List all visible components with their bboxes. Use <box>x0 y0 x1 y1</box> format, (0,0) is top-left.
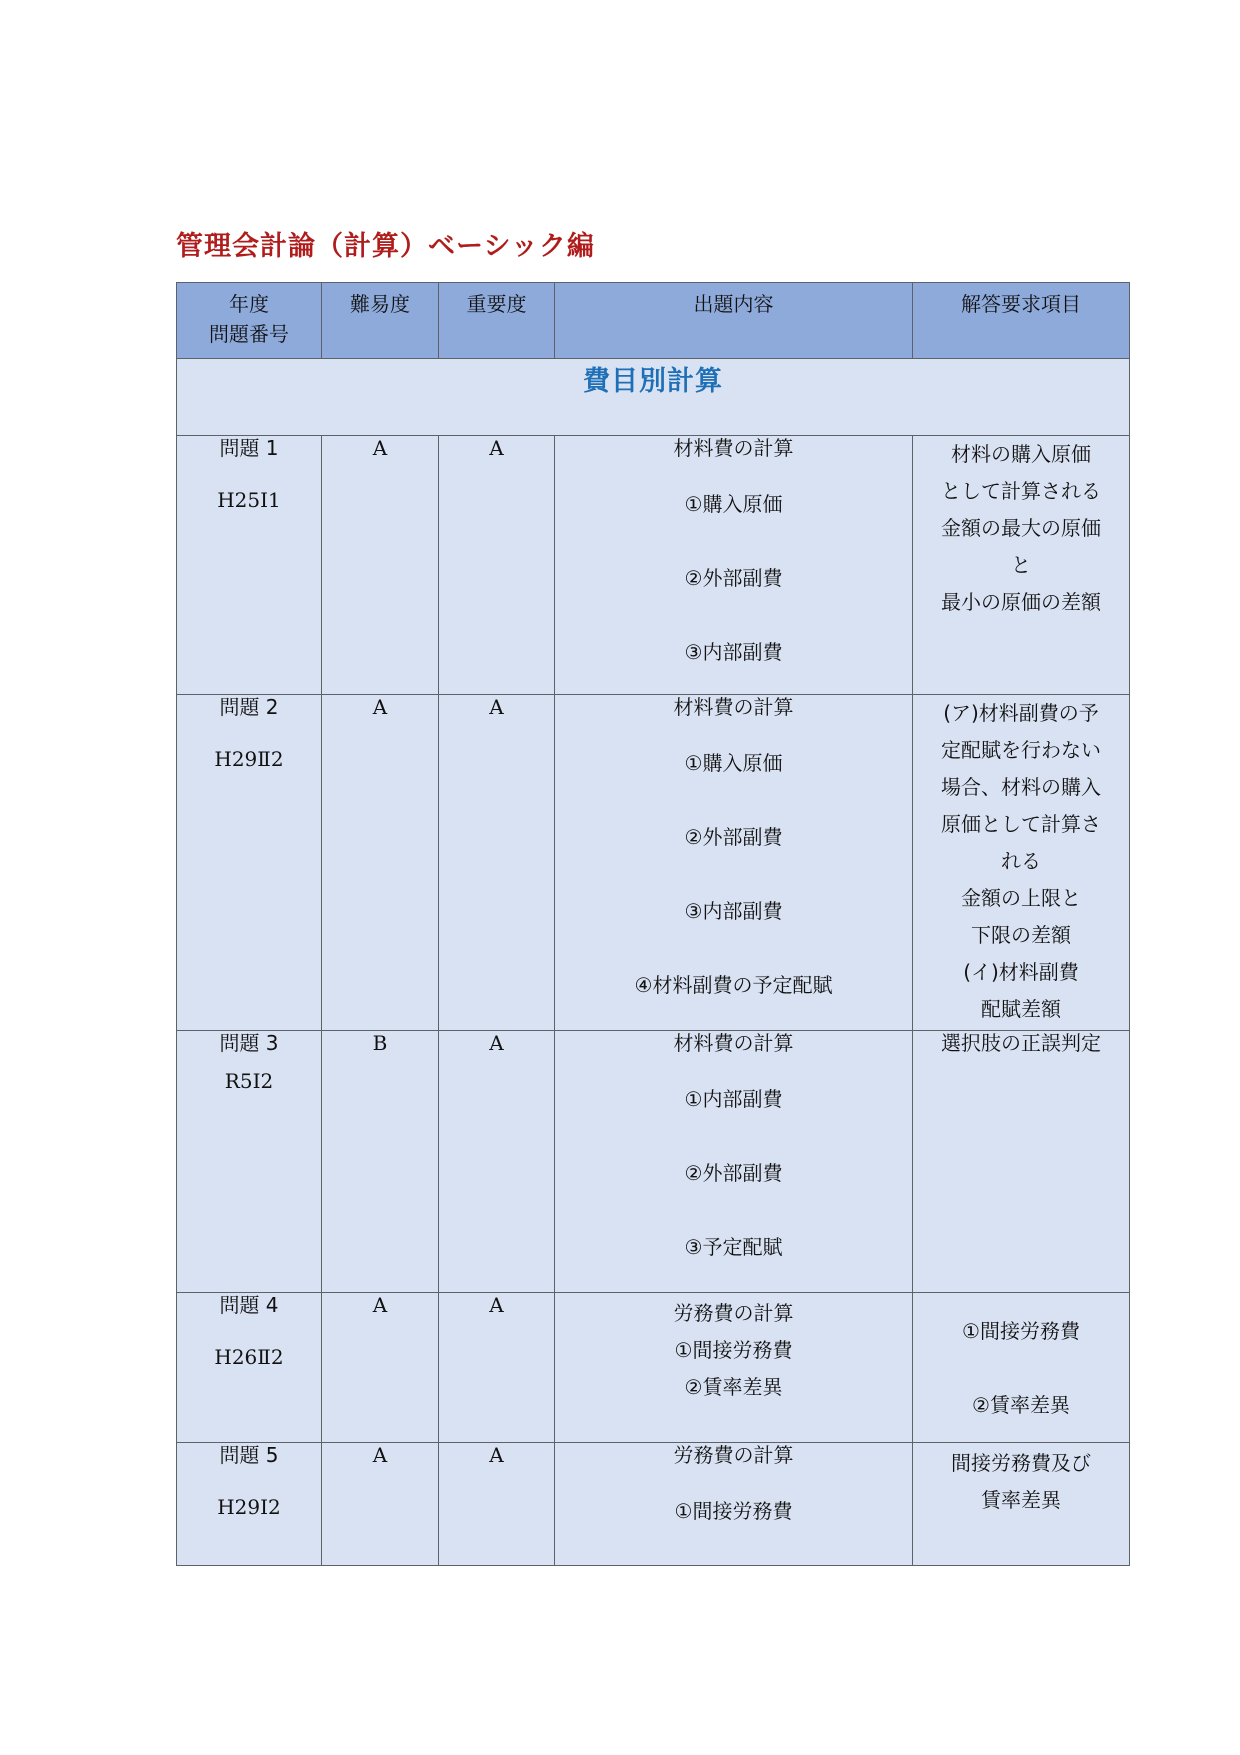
answer-cell: 選択肢の正誤判定 <box>913 1031 1130 1293</box>
answer-cell: ①間接労務費 ②賃率差異 <box>913 1293 1130 1443</box>
table-row <box>177 1293 1130 1443</box>
header-answer-items: 解答要求項目 <box>913 283 1130 359</box>
header-importance: 重要度 <box>439 283 555 359</box>
problem-cell: 問題 3 R5Ⅰ2 <box>177 1031 322 1293</box>
content-cell: 材料費の計算 ①購入原価 ②外部副費 ③内部副費 <box>555 436 913 695</box>
problem-cell: 問題 2 H29Ⅱ2 <box>177 695 322 1031</box>
header-content: 出題内容 <box>555 283 913 359</box>
problem-cell: 問題 5 H29Ⅰ2 <box>177 1443 322 1566</box>
answer-cell: 間接労務費及び 賃率差異 <box>913 1443 1130 1566</box>
table-header-row <box>177 283 1130 359</box>
content-cell: 材料費の計算 ①購入原価 ②外部副費 ③内部副費 ④材料副費の予定配賦 <box>555 695 913 1031</box>
content-cell: 労務費の計算 ①間接労務費 <box>555 1443 913 1566</box>
problem-cell: 問題 4 H26Ⅱ2 <box>177 1293 322 1443</box>
content-cell: 材料費の計算 ①内部副費 ②外部副費 ③予定配賦 <box>555 1031 913 1293</box>
table-row <box>177 1031 1130 1293</box>
importance-cell: A <box>439 1443 555 1566</box>
header-year-problem: 年度 問題番号 <box>177 283 322 359</box>
importance-cell: A <box>439 695 555 1031</box>
importance-cell: A <box>439 1031 555 1293</box>
importance-cell: A <box>439 1293 555 1443</box>
question-table <box>176 282 1130 1566</box>
section-row <box>177 359 1130 436</box>
table-row <box>177 1443 1130 1566</box>
table-row <box>177 695 1130 1031</box>
problem-cell: 問題 1 H25Ⅰ1 <box>177 436 322 695</box>
importance-cell: A <box>439 436 555 695</box>
difficulty-cell: B <box>322 1031 439 1293</box>
answer-cell: 材料の購入原価 として計算される 金額の最大の原価 と 最小の原価の差額 <box>913 436 1130 695</box>
table-row <box>177 436 1130 695</box>
content-cell: 労務費の計算 ①間接労務費 ②賃率差異 <box>555 1293 913 1443</box>
header-difficulty: 難易度 <box>322 283 439 359</box>
difficulty-cell: A <box>322 695 439 1031</box>
difficulty-cell: A <box>322 436 439 695</box>
document-title: 管理会計論（計算）ベーシック編 <box>176 231 595 262</box>
difficulty-cell: A <box>322 1443 439 1566</box>
section-title: 費目別計算 <box>583 366 723 397</box>
difficulty-cell: A <box>322 1293 439 1443</box>
answer-cell: (ア)材料副費の予 定配賦を行わない 場合、材料の購入 原価として計算さ れる 金額の上限と 下限の差額 (イ)材料副費 配賦差額 <box>913 695 1130 1031</box>
